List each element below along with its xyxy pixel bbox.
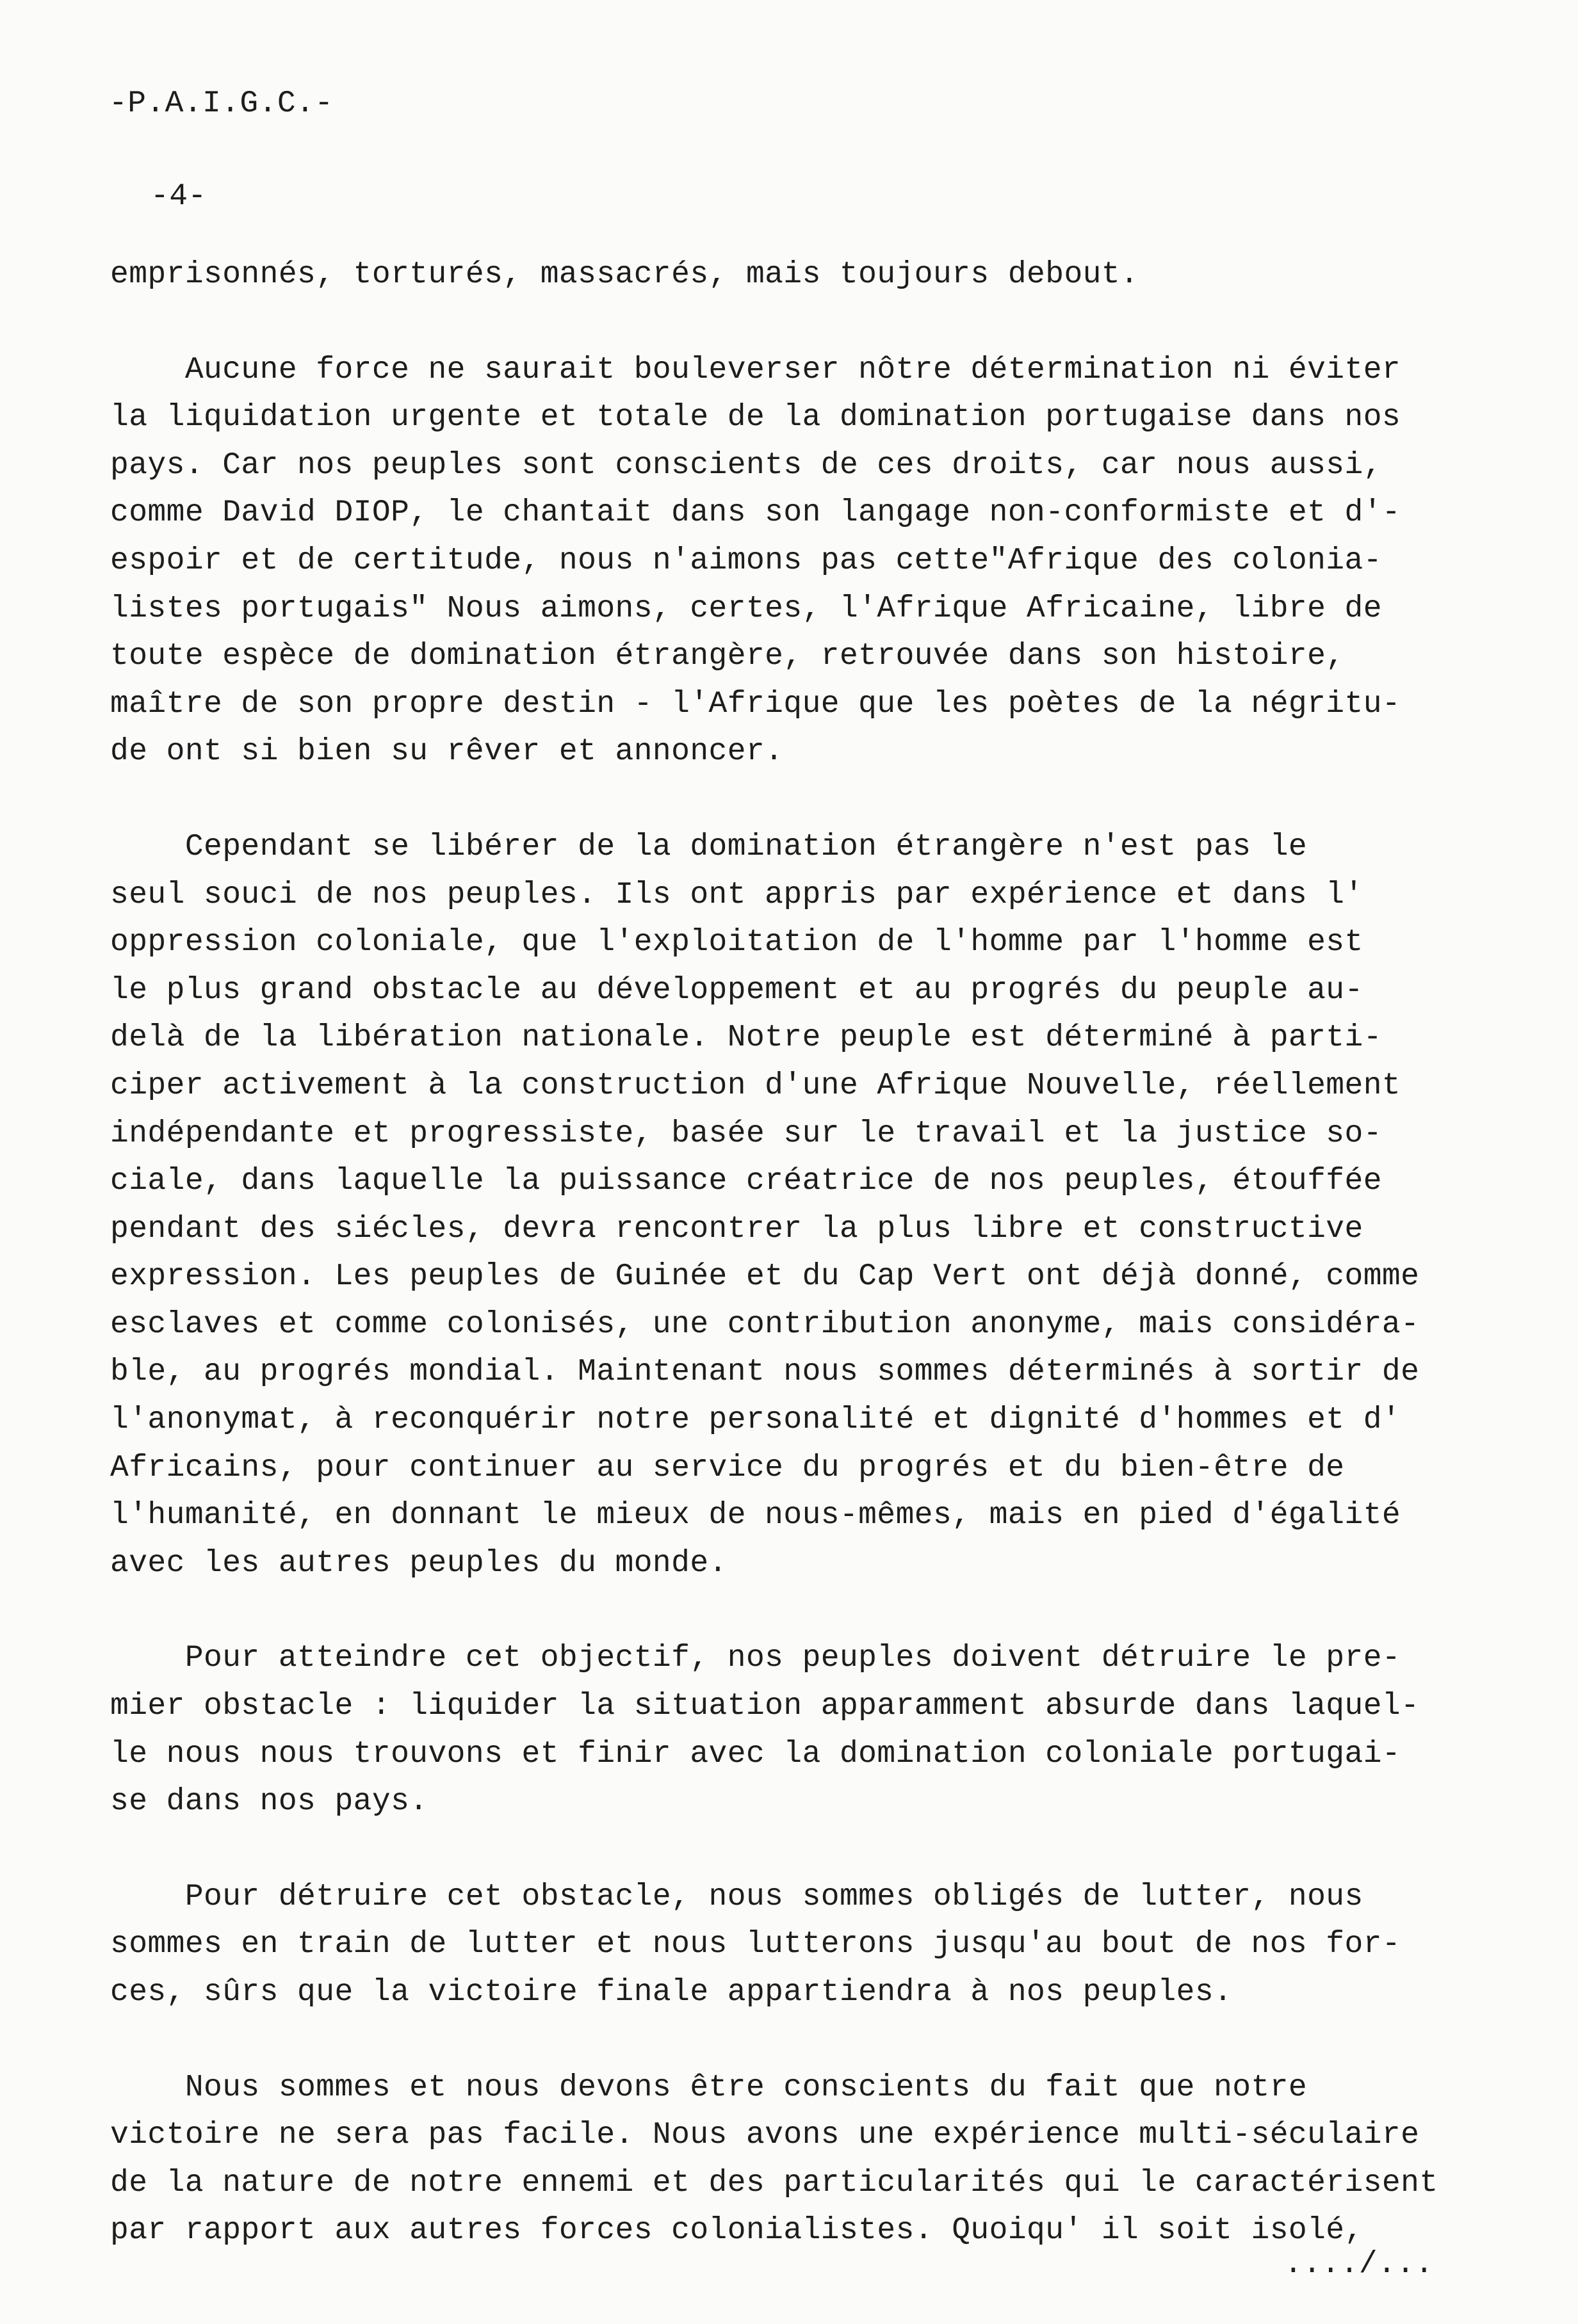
text-line: mier obstacle : liquider la situation apparamment absurde dans laquel- [110, 1689, 1420, 1724]
text-line: Cependant se libérer de la domination étrangère n'est pas le [110, 829, 1308, 864]
body-text [110, 251, 1529, 2255]
text-line: l'anonymat, à reconquérir notre personalité et dignité d'hommes et d' [110, 1403, 1401, 1438]
text-line: le plus grand obstacle au développement et au progrés du peuple au- [110, 972, 1363, 1008]
continuation-mark: ..../... [1284, 2247, 1434, 2282]
text-line: Nous sommes et nous devons être conscients du fait que notre [110, 2070, 1308, 2105]
text-line: oppression coloniale, que l'exploitation de l'homme par l'homme est [110, 925, 1363, 960]
text-line: ble, au progrés mondial. Maintenant nous sommes déterminés à sortir de [110, 1355, 1420, 1390]
text-line: la liquidation urgente et totale de la domination portugaise dans nos [110, 400, 1401, 435]
text-line: pays. Car nos peuples sont conscients de ces droits, car nous aussi, [110, 448, 1382, 483]
text-line: listes portugais" Nous aimons, certes, l'Afrique Africaine, libre de [110, 591, 1382, 626]
text-line: emprisonnés, torturés, massacrés, mais toujours debout. [110, 257, 1139, 292]
text-line: sommes en train de lutter et nous lutterons jusqu'au bout de nos for- [110, 1927, 1401, 1962]
text-line: seul souci de nos peuples. Ils ont appris par expérience et dans l' [110, 877, 1363, 912]
text-line: avec les autres peuples du monde. [110, 1545, 728, 1581]
text-line: Aucune force ne saurait bouleverser nôtre détermination ni éviter [110, 352, 1401, 387]
text-line: maître de son propre destin - l'Afrique que les poètes de la négritu- [110, 686, 1401, 722]
text-line: indépendante et progressiste, basée sur le travail et la justice so- [110, 1116, 1382, 1151]
paragraph [110, 2064, 1529, 2255]
text-line: toute espèce de domination étrangère, retrouvée dans son histoire, [110, 639, 1345, 674]
text-line: le nous nous trouvons et finir avec la domination coloniale portugai- [110, 1736, 1401, 1771]
text-line: ciale, dans laquelle la puissance créatrice de nos peuples, étouffée [110, 1164, 1382, 1199]
text-line: ces, sûrs que la victoire finale appartiendra à nos peuples. [110, 1975, 1233, 2010]
paragraph [110, 346, 1529, 776]
text-line: esclaves et comme colonisés, une contribution anonyme, mais considéra- [110, 1307, 1420, 1342]
text-line: comme David DIOP, le chantait dans son langage non-conformiste et d'- [110, 496, 1401, 531]
text-line: victoire ne sera pas facile. Nous avons une expérience multi-séculaire [110, 2118, 1420, 2153]
paragraph [110, 823, 1529, 1588]
text-line: Pour atteindre cet objectif, nos peuples doivent détruire le pre- [110, 1641, 1401, 1676]
organization-header: -P.A.I.G.C.- [109, 86, 334, 121]
text-line: delà de la libération nationale. Notre peuple est déterminé à parti- [110, 1021, 1382, 1056]
text-line: pendant des siécles, devra rencontrer la plus libre et constructive [110, 1211, 1363, 1247]
paragraph [110, 1634, 1529, 1825]
text-line: par rapport aux autres forces colonialistes. Quoiqu' il soit isolé, [110, 2213, 1363, 2248]
text-line: de la nature de notre ennemi et des particularités qui le caractérisent [110, 2165, 1438, 2200]
paragraph [110, 1873, 1529, 2017]
text-line: Pour détruire cet obstacle, nous sommes obligés de lutter, nous [110, 1879, 1363, 1914]
text-line: se dans nos pays. [110, 1784, 428, 1820]
text-line: expression. Les peuples de Guinée et du Cap Vert ont déjà donné, comme [110, 1259, 1420, 1295]
text-line: de ont si bien su rêver et annoncer. [110, 734, 784, 770]
text-line: l'humanité, en donnant le mieux de nous-mêmes, mais en pied d'égalité [110, 1498, 1401, 1533]
text-line: espoir et de certitude, nous n'aimons pas cette"Afrique des colonia- [110, 543, 1382, 578]
page-number: -4- [150, 179, 207, 214]
paragraph [110, 251, 1529, 299]
text-line: Africains, pour continuer au service du progrés et du bien-être de [110, 1450, 1345, 1485]
text-line: ciper activement à la construction d'une Afrique Nouvelle, réellement [110, 1068, 1401, 1103]
